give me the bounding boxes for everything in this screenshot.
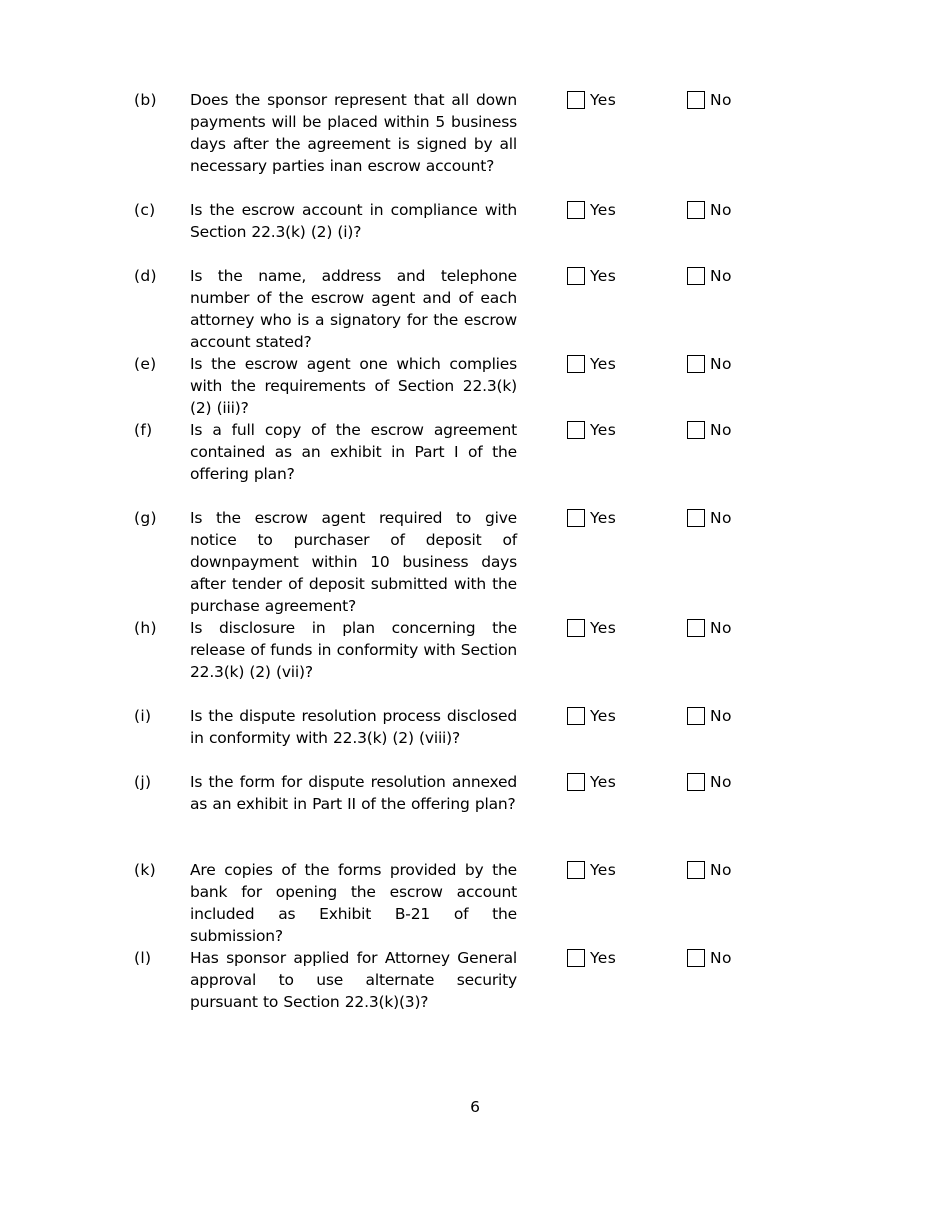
no-checkbox[interactable] (687, 773, 705, 791)
yes-checkbox[interactable] (567, 421, 585, 439)
question-letter: (e) (134, 355, 157, 373)
question-text: Has sponsor applied for Attorney General approval to use alternate security pursuant to Section 22.3(k)(3)? (190, 949, 517, 1011)
no-label: No (710, 421, 732, 439)
yes-label: Yes (590, 619, 617, 637)
question-letter: (l) (134, 949, 152, 967)
no-option[interactable] (687, 266, 732, 288)
yes-option[interactable] (567, 618, 616, 640)
page-number: 6 (470, 1098, 480, 1116)
yes-checkbox[interactable] (567, 509, 585, 527)
no-option[interactable] (687, 90, 732, 112)
no-checkbox[interactable] (687, 949, 705, 967)
question-letter: (b) (134, 91, 157, 109)
no-option[interactable] (687, 706, 732, 728)
no-label: No (710, 509, 732, 527)
yes-option[interactable] (567, 706, 616, 728)
no-checkbox[interactable] (687, 421, 705, 439)
yes-label: Yes (590, 509, 617, 527)
no-label: No (710, 91, 732, 109)
yes-checkbox[interactable] (567, 201, 585, 219)
question-letter: (i) (134, 707, 152, 725)
yes-checkbox[interactable] (567, 949, 585, 967)
question-letter: (h) (134, 619, 157, 637)
yes-checkbox[interactable] (567, 91, 585, 109)
no-checkbox[interactable] (687, 355, 705, 373)
question-text: Is a full copy of the escrow agreement contained as an exhibit in Part I of the offering plan? (190, 421, 517, 483)
yes-option[interactable] (567, 90, 616, 112)
question-letter: (g) (134, 509, 157, 527)
question-letter: (k) (134, 861, 156, 879)
no-option[interactable] (687, 508, 732, 530)
yes-checkbox[interactable] (567, 355, 585, 373)
yes-checkbox[interactable] (567, 619, 585, 637)
yes-label: Yes (590, 267, 617, 285)
no-option[interactable] (687, 618, 732, 640)
no-label: No (710, 773, 732, 791)
question-text: Is the dispute resolution process disclosed in conformity with 22.3(k) (2) (viii)? (190, 707, 517, 747)
no-label: No (710, 267, 732, 285)
yes-label: Yes (590, 707, 617, 725)
yes-label: Yes (590, 355, 617, 373)
question-letter: (c) (134, 201, 156, 219)
no-label: No (710, 861, 732, 879)
question-text: Is the escrow agent required to give notice to purchaser of deposit of downpayment within 10 business days after tender of deposit submitted with the purchase agreement? (190, 509, 517, 615)
no-label: No (710, 619, 732, 637)
question-text: Is the escrow account in compliance with Section 22.3(k) (2) (i)? (190, 201, 517, 241)
question-text: Is the escrow agent one which complies with the requirements of Section 22.3(k)(2) (iii)? (190, 355, 517, 417)
question-letter: (j) (134, 773, 152, 791)
no-label: No (710, 355, 732, 373)
no-label: No (710, 201, 732, 219)
no-checkbox[interactable] (687, 201, 705, 219)
yes-option[interactable] (567, 420, 616, 442)
yes-option[interactable] (567, 772, 616, 794)
yes-option[interactable] (567, 266, 616, 288)
no-checkbox[interactable] (687, 861, 705, 879)
yes-checkbox[interactable] (567, 861, 585, 879)
question-text: Is the name, address and telephone number of the escrow agent and of each attorney who is a signatory for the escrow account stated? (190, 267, 517, 351)
yes-option[interactable] (567, 948, 616, 970)
yes-option[interactable] (567, 200, 616, 222)
question-text: Is the form for dispute resolution annexed as an exhibit in Part II of the offering plan? (190, 773, 517, 813)
no-option[interactable] (687, 948, 732, 970)
question-text: Are copies of the forms provided by the bank for opening the escrow account included as Exhibit B-21 of the submission? (190, 861, 517, 945)
yes-option[interactable] (567, 508, 616, 530)
no-checkbox[interactable] (687, 707, 705, 725)
yes-label: Yes (590, 861, 617, 879)
no-checkbox[interactable] (687, 509, 705, 527)
question-letter: (f) (134, 421, 153, 439)
no-option[interactable] (687, 420, 732, 442)
yes-label: Yes (590, 421, 617, 439)
no-checkbox[interactable] (687, 267, 705, 285)
yes-option[interactable] (567, 354, 616, 376)
no-option[interactable] (687, 772, 732, 794)
no-option[interactable] (687, 200, 732, 222)
yes-checkbox[interactable] (567, 707, 585, 725)
yes-label: Yes (590, 773, 617, 791)
no-option[interactable] (687, 354, 732, 376)
no-option[interactable] (687, 860, 732, 882)
yes-label: Yes (590, 201, 617, 219)
question-text: Is disclosure in plan concerning the release of funds in conformity with Section 22.3(k) (2) (vii)? (190, 619, 517, 681)
no-checkbox[interactable] (687, 91, 705, 109)
yes-checkbox[interactable] (567, 773, 585, 791)
no-label: No (710, 949, 732, 967)
yes-option[interactable] (567, 860, 616, 882)
question-letter: (d) (134, 267, 157, 285)
yes-label: Yes (590, 91, 617, 109)
no-label: No (710, 707, 732, 725)
yes-checkbox[interactable] (567, 267, 585, 285)
yes-label: Yes (590, 949, 617, 967)
no-checkbox[interactable] (687, 619, 705, 637)
question-text: Does the sponsor represent that all down payments will be placed within 5 business days after the agreement is signed by all necessary parties inan escrow account? (190, 91, 517, 175)
